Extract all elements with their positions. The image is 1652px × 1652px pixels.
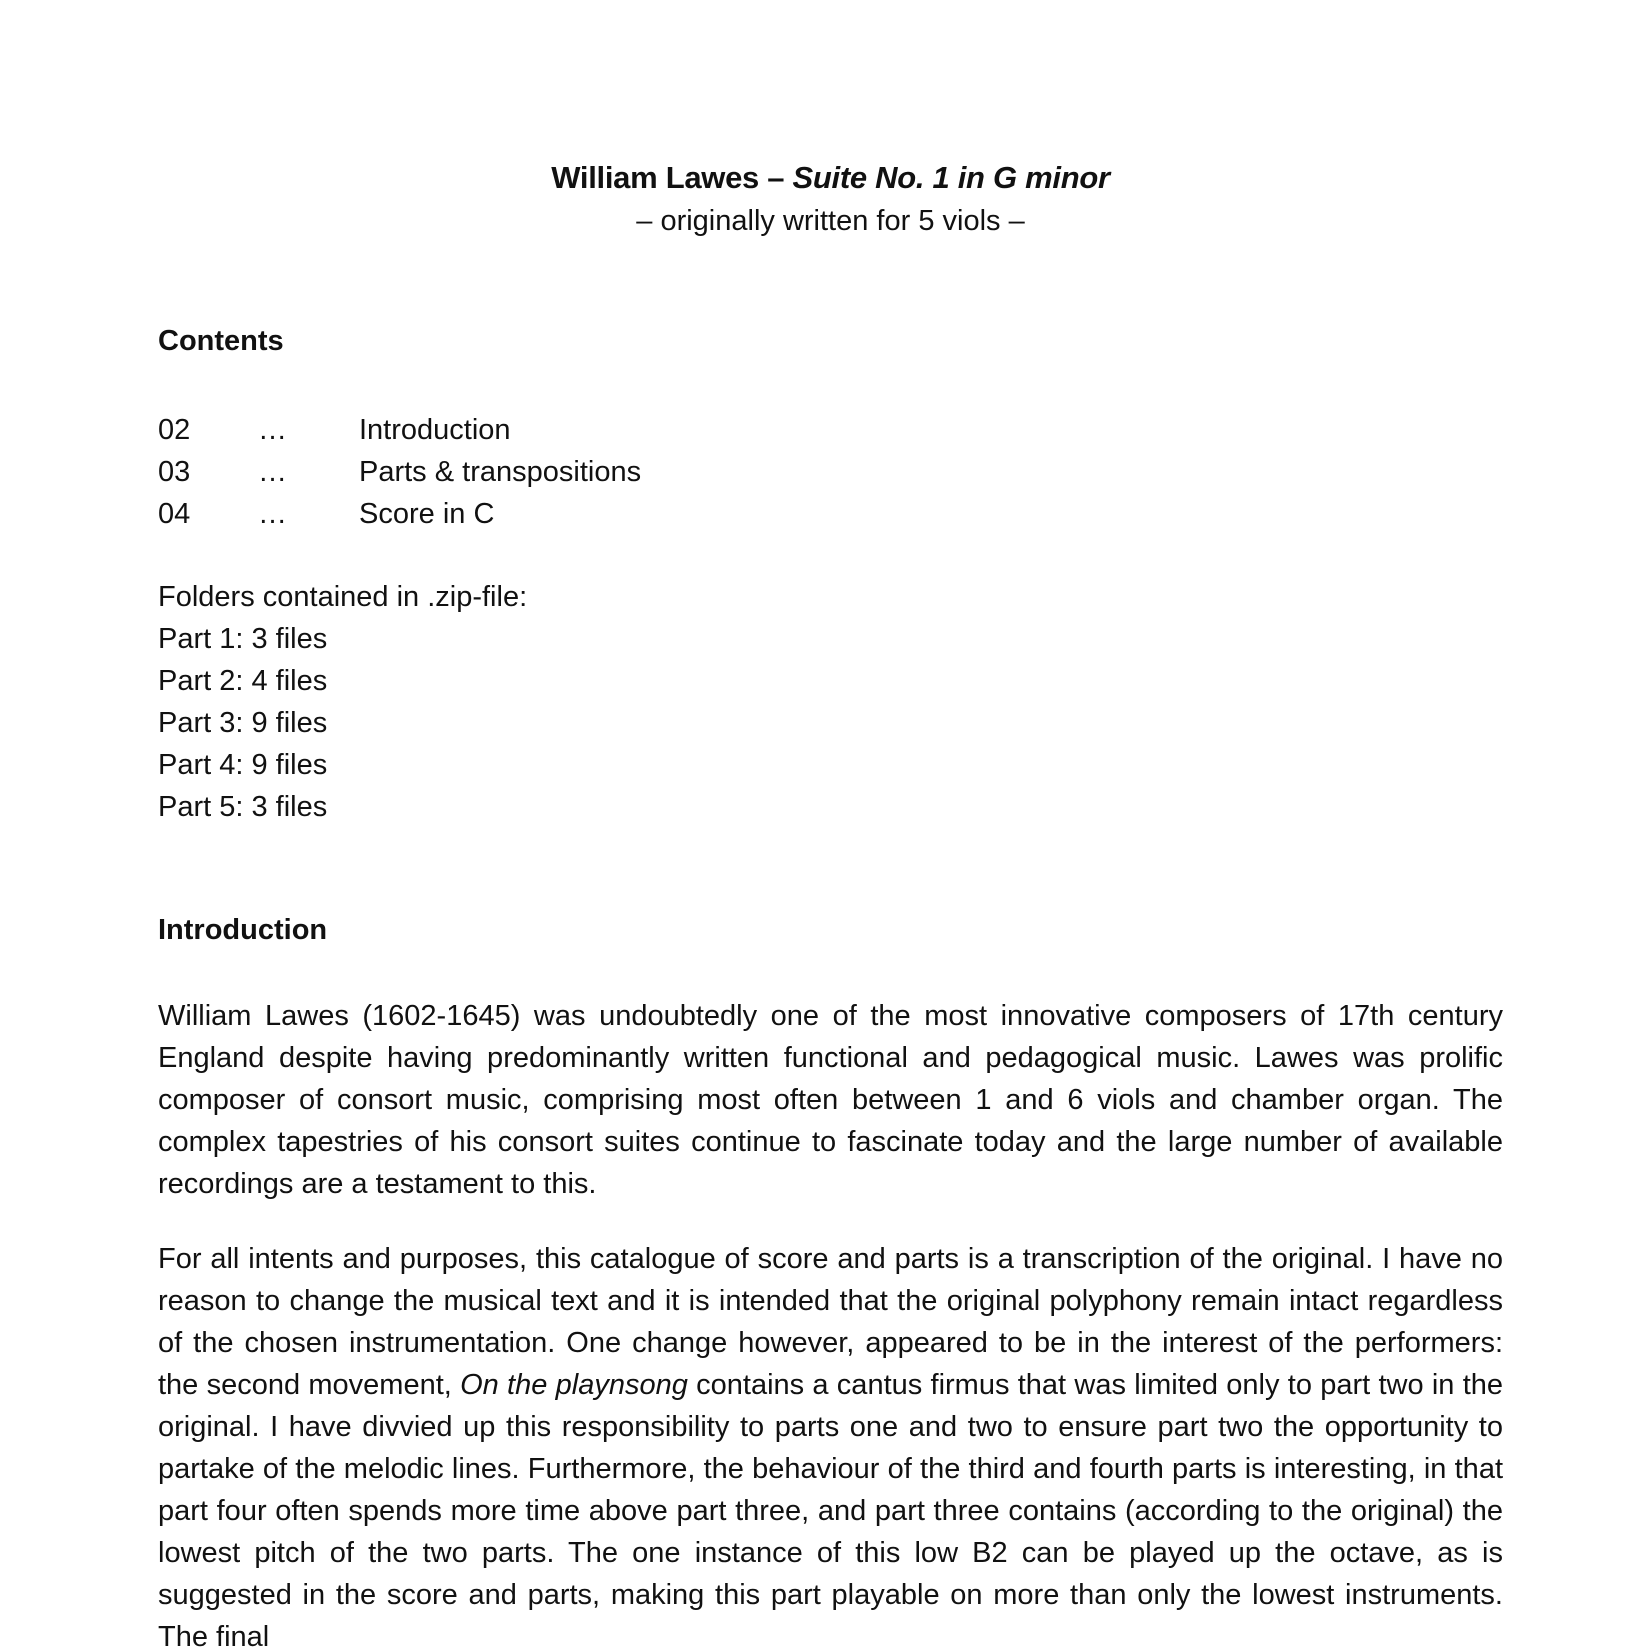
paragraph-2-text-continued: contains a cantus firmus that was limited only to part two in the original. I have divvied up this responsibility to parts one and two to ensure part two the opportunity to partake of the melodic lines. Furthermore, the behaviour of the third and fourth parts is interesting, in that part four often spends more time above part three, and part three contains (according to the original) the lowest pitch of the two parts. The one instance of this low B2 can be played up the octave, as is suggested in the score and parts, making this part playable on more than only the lowest instruments. The final: [158, 1369, 1503, 1652]
introduction-paragraph-2: [158, 1238, 1503, 1652]
toc-page-number: 03: [158, 456, 191, 488]
toc-leader: …: [258, 456, 287, 488]
folder-item: Part 5: 3 files: [158, 791, 328, 823]
folder-item: Part 4: 9 files: [158, 749, 328, 781]
introduction-paragraph-1: William Lawes (1602-1645) was undoubtedly one of the most innovative composers of 17th century England despite having predominantly written functional and pedagogical music. Lawes was prolific composer of consort music, comprising most often between 1 and 6 viols and chamber organ. The complex tapestries of his consort suites continue to fascinate today and the large number of available recordings are a testament to this.: [158, 1000, 1503, 1200]
title-composer: William Lawes –: [551, 160, 793, 195]
paragraph-2-text: For all intents and purposes, this catalogue of score and parts is a transcription of the original. I have no reason to change the musical text and it is intended that the original polyphony remain intact regardless of the chosen instrumentation. One change however, appeared to be in the interest of the performers: the second movement,: [158, 1243, 1503, 1401]
toc-leader: …: [258, 414, 287, 446]
title-block: [158, 158, 1503, 241]
toc-label: Parts & transpositions: [359, 456, 642, 488]
toc-entry: [158, 493, 641, 535]
introduction-heading: Introduction: [158, 914, 328, 946]
document-subtitle: – originally written for 5 viols –: [636, 205, 1025, 237]
toc-entry: [158, 451, 641, 493]
folder-list: [158, 576, 527, 828]
folder-item: Part 1: 3 files: [158, 623, 328, 655]
toc-leader: …: [258, 498, 287, 530]
folder-list-intro: Folders contained in .zip-file:: [158, 581, 528, 613]
table-of-contents: [158, 409, 641, 535]
title-work: Suite No. 1 in G minor: [792, 160, 1110, 195]
toc-label: Score in C: [359, 498, 495, 530]
folder-item: Part 3: 9 files: [158, 707, 328, 739]
toc-entry: [158, 409, 641, 451]
document-title: [158, 158, 1503, 198]
toc-label: Introduction: [359, 414, 511, 446]
toc-page-number: 04: [158, 498, 191, 530]
contents-heading: Contents: [158, 325, 284, 357]
movement-title: On the playnsong: [460, 1369, 688, 1401]
toc-page-number: 02: [158, 414, 191, 446]
document-page: [158, 0, 1503, 1652]
folder-item: Part 2: 4 files: [158, 665, 328, 697]
